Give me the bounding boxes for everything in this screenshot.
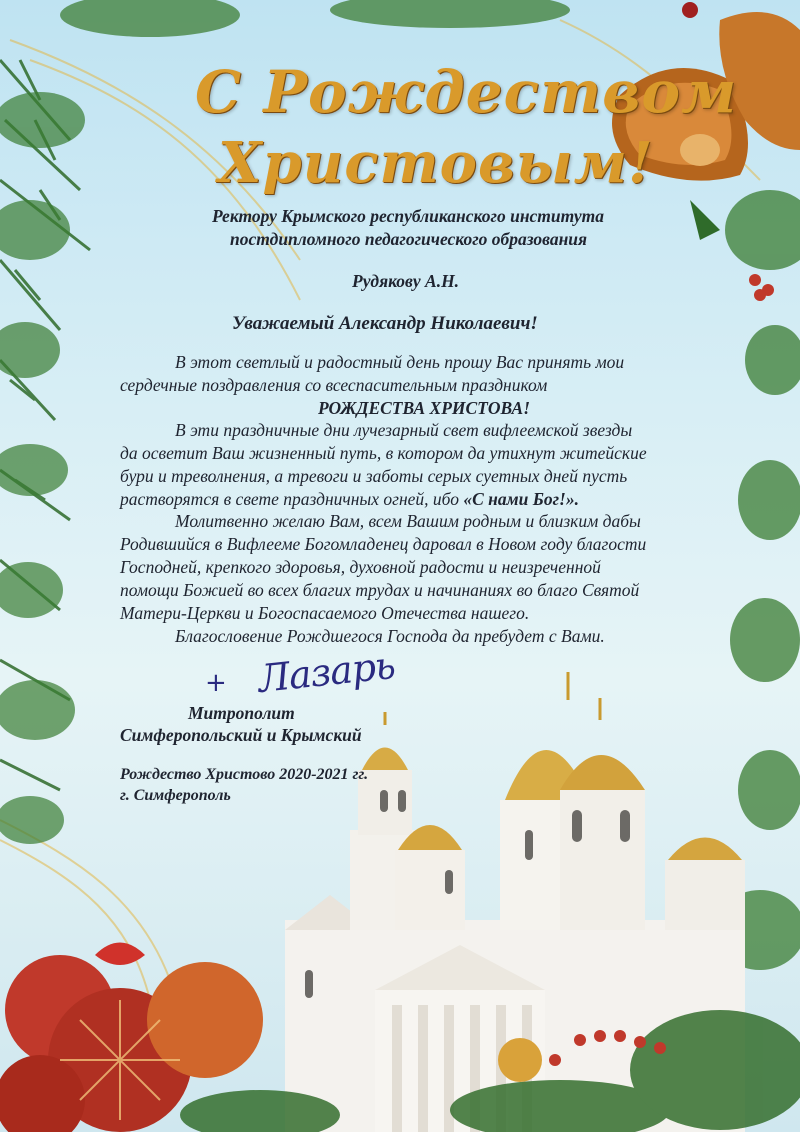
body-p2-line4-text: растворятся в свете праздничных огней, ибо	[120, 489, 464, 509]
body-p3-line2: Родившийся в Вифлееме Богомладенец даровал в Новом году благости	[120, 534, 647, 554]
left-pine-branches	[0, 60, 90, 790]
card-title-line2: Христовым!	[218, 130, 654, 196]
footer-place: г. Симферополь	[120, 787, 231, 804]
body-p2-line4	[120, 489, 579, 510]
body-p3-line5: Матери-Церкви и Богоспасаемого Отечества нашего.	[120, 603, 530, 623]
body-p1-line3: РОЖДЕСТВА ХРИСТОВА!	[318, 398, 530, 418]
body-p3-line3: Господней, крепкого здоровья, духовной радости и неизреченной	[120, 557, 601, 577]
recipient-line1: Ректору Крымского республиканского института	[212, 206, 604, 226]
sender-diocese: Симферопольский и Крымский	[120, 725, 362, 745]
body-p1-line1: В этот светлый и радостный день прошу Вас принять мои	[175, 352, 625, 372]
handwritten-signature: Лазарь	[256, 642, 397, 702]
signature-cross: +	[205, 668, 227, 698]
recipient-line2: постдипломного педагогического образования	[230, 229, 588, 249]
body-p2-line3: бури и треволнения, а тревоги и заботы серых суетных дней пусть	[120, 466, 628, 486]
footer-date: Рождество Христово 2020-2021 гг.	[120, 766, 369, 783]
body-p3-line1: Молитвенно желаю Вам, всем Вашим родным и близким дабы	[175, 511, 641, 531]
sender-title: Митрополит	[188, 703, 295, 723]
body-p4-line1: Благословение Рождшегося Господа да пребудет с Вами.	[175, 626, 605, 646]
left-pine-needles	[0, 92, 85, 844]
card-title-line1: С Рождеством	[195, 58, 738, 126]
body-p1-line2: сердечные поздравления со всеспасительным праздником	[120, 375, 548, 395]
body-p2-line2: да осветит Ваш жизненный путь, в котором да утихнут житейские	[120, 443, 647, 463]
top-pine-branches	[60, 0, 570, 37]
body-quote: «С нами Бог!».	[463, 489, 579, 509]
body-p2-line1: В эти праздничные дни лучезарный свет вифлеемской звезды	[175, 420, 633, 440]
salutation: Уважаемый Александр Николаевич!	[232, 313, 538, 334]
body-p3-line4: помощи Божией во всех благих трудах и начинаниях во благо Святой	[120, 580, 640, 600]
recipient-name: Рудякову А.Н.	[352, 271, 460, 291]
